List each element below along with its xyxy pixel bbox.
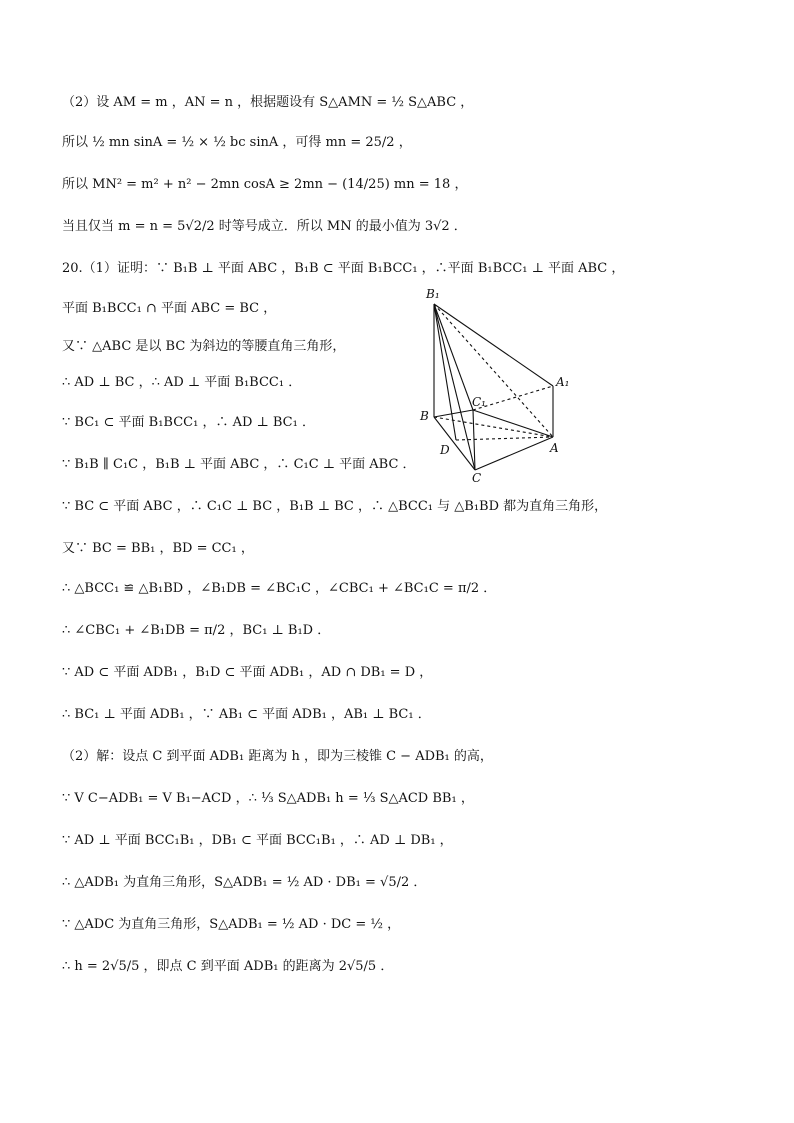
line-19: ∵ AD ⊥ 平面 BCC₁B₁ ，DB₁ ⊂ 平面 BCC₁B₁ ，∴ AD ⊥ DB₁ ， <box>62 833 453 848</box>
line-18: ∵ V C−ADB₁ = V B₁−ACD ，∴ ⅓ S△ADB₁ h = ⅓ S△ACD BB₁ ， <box>62 791 474 806</box>
line-5: 20.（1）证明：∵ B₁B ⊥ 平面 ABC ，B₁B ⊂ 平面 B₁BCC₁ ，∴平面 B₁BCC₁ ⊥ 平面 ABC ， <box>62 261 625 276</box>
label-d: D <box>440 443 450 457</box>
line-21: ∵ △ADC 为直角三角形，S△ADB₁ = ½ AD · DC = ½ ， <box>62 917 401 932</box>
label-a1: A₁ <box>556 375 570 389</box>
line-14: ∴ ∠CBC₁ + ∠B₁DB = π/2 ，BC₁ ⊥ B₁D ． <box>62 623 331 638</box>
line-16: ∴ BC₁ ⊥ 平面 ADB₁ ，∵ AB₁ ⊂ 平面 ADB₁ ，AB₁ ⊥ BC₁ ． <box>62 707 431 722</box>
edge-b1-a1 <box>434 304 553 386</box>
line-9: ∵ BC₁ ⊂ 平面 B₁BCC₁ ，∴ AD ⊥ BC₁ ． <box>62 415 315 430</box>
line-11: ∵ BC ⊂ 平面 ABC ，∴ C₁C ⊥ BC ，B₁B ⊥ BC ，∴ △BCC₁ 与 △B₁BD 都为直角三角形， <box>62 499 608 514</box>
label-a: A <box>550 441 559 455</box>
prism-figure <box>410 282 580 482</box>
line-7: 又∵ △ABC 是以 BC 为斜边的等腰直角三角形， <box>62 339 346 354</box>
line-17: （2）解：设点 C 到平面 ADB₁ 距离为 h ，即为三棱锥 C − ADB₁ 的高， <box>62 749 493 764</box>
line-13: ∴ △BCC₁ ≌ △B₁BD ，∠B₁DB = ∠BC₁C ，∠CBC₁ + ∠BC₁C = π/2 ． <box>62 581 497 596</box>
edge-b1-c1 <box>434 304 473 410</box>
label-c1: C₁ <box>472 395 486 409</box>
label-b1: B₁ <box>426 287 440 301</box>
line-8: ∴ AD ⊥ BC ，∴ AD ⊥ 平面 B₁BCC₁ ． <box>62 375 302 390</box>
edge-c-a <box>475 437 553 470</box>
line-22: ∴ h = 2√5/5 ，即点 C 到平面 ADB₁ 的距离为 2√5/5 ． <box>62 959 394 974</box>
label-c: C <box>472 471 482 482</box>
line-12: 又∵ BC = BB₁ ，BD = CC₁ ， <box>62 541 254 556</box>
line-10: ∵ B₁B ∥ C₁C ，B₁B ⊥ 平面 ABC ，∴ C₁C ⊥ 平面 ABC ． <box>62 457 416 472</box>
line-3: 所以 MN² = m² + n² − 2mn cosA ≥ 2mn − (14/25) mn = 18 ， <box>62 177 468 192</box>
label-b: B <box>420 409 429 423</box>
edge-b-a-dashed <box>434 417 553 437</box>
line-20: ∴ △ADB₁ 为直角三角形，S△ADB₁ = ½ AD · DB₁ = √5/2 ． <box>62 875 427 890</box>
line-15: ∵ AD ⊂ 平面 ADB₁ ，B₁D ⊂ 平面 ADB₁ ，AD ∩ DB₁ = D ， <box>62 665 433 680</box>
line-4: 当且仅当 m = n = 5√2/2 时等号成立．所以 MN 的最小值为 3√2 ． <box>62 219 467 234</box>
edge-d-a-dashed <box>456 437 553 440</box>
edge-c1-a <box>473 410 553 437</box>
edge-b-c1 <box>434 410 473 417</box>
line-6: 平面 B₁BCC₁ ∩ 平面 ABC = BC ， <box>62 301 277 316</box>
line-2: 所以 ½ mn sinA = ½ × ½ bc sinA ，可得 mn = 25/2 ， <box>62 135 412 150</box>
line-1: （2）设 AM = m ，AN = n ，根据题设有 S△AMN = ½ S△ABC ， <box>62 95 474 110</box>
